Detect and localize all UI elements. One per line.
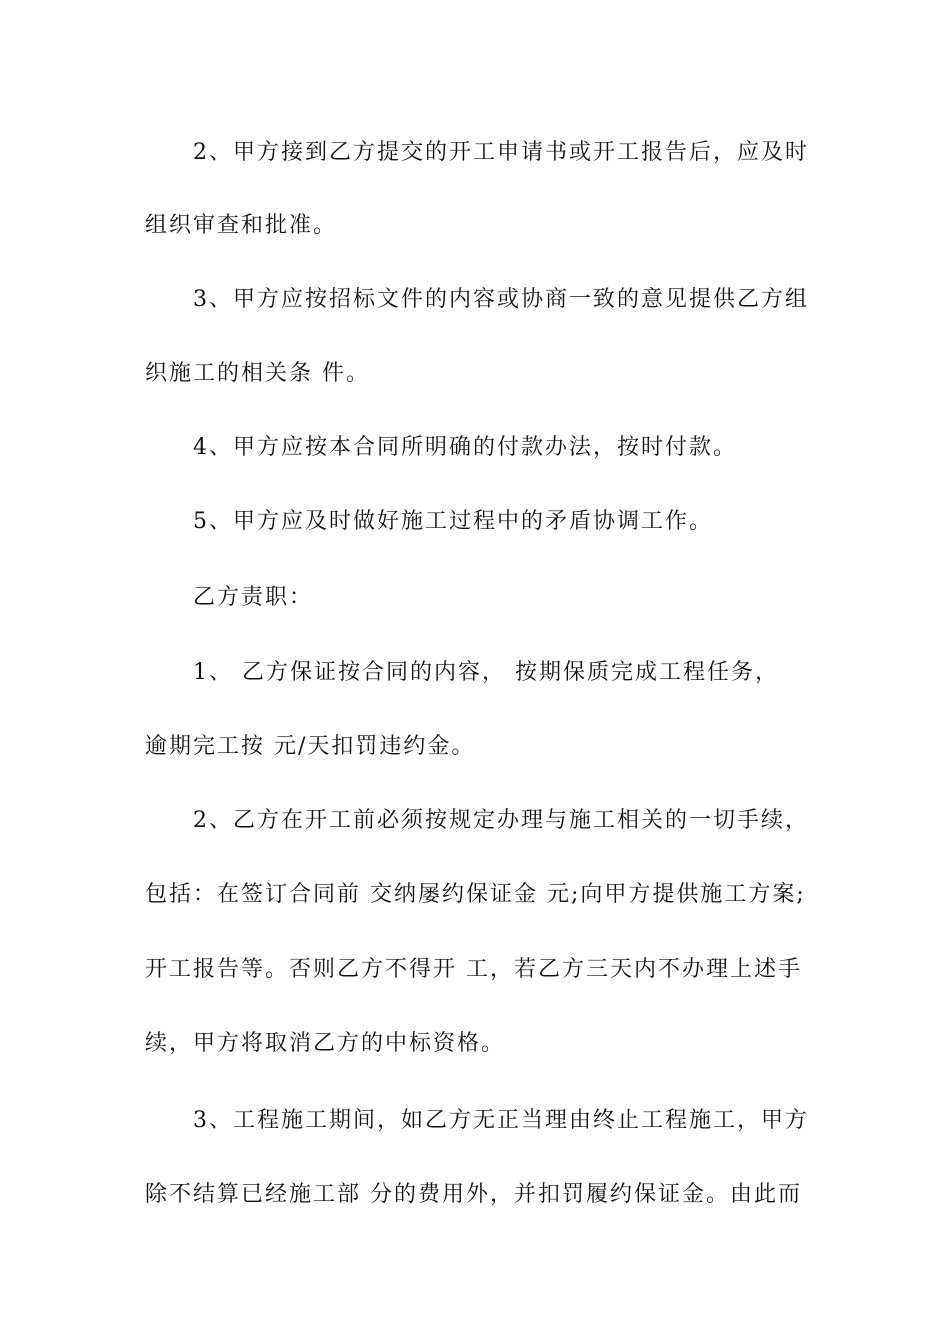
paragraph-line: 开工报告等。否则乙方不得开 工，若乙方三天内不办理上述手: [145, 957, 802, 982]
paragraph-line: 2、甲方接到乙方提交的开工申请书或开工报告后，应及时: [193, 140, 809, 165]
paragraph-line: 5、甲方应及时做好施工过程中的矛盾协调工作。: [193, 509, 713, 534]
paragraph-line: 除不结算已经施工部 分的费用外，并扣罚履约保证金。由此而: [145, 1182, 802, 1207]
paragraph-line: 逾期完工按 元/天扣罚违约金。: [145, 734, 476, 759]
paragraph-line: 3、甲方应按招标文件的内容或协商一致的意见提供乙方组: [193, 287, 809, 312]
paragraph-line: 4、甲方应按本合同所明确的付款办法，按时付款。: [193, 435, 737, 460]
paragraph-line: 续，甲方将取消乙方的中标资格。: [145, 1031, 506, 1056]
paragraph-line: 2、乙方在开工前必须按规定办理与施工相关的一切手续，: [193, 808, 809, 833]
section-heading: 乙方责职：: [193, 585, 314, 610]
paragraph-line: 包括：在签订合同前 交纳屡约保证金 元;向甲方提供施工方案;: [145, 882, 806, 907]
paragraph-line: 组织审查和批准。: [145, 213, 338, 238]
paragraph-line: 3、工程施工期间，如乙方无正当理由终止工程施工，甲方: [193, 1108, 809, 1133]
paragraph-line: 织施工的相关条 件。: [145, 361, 370, 386]
paragraph-line: 1、 乙方保证按合同的内容， 按期保质完成工程任务，: [193, 660, 779, 685]
